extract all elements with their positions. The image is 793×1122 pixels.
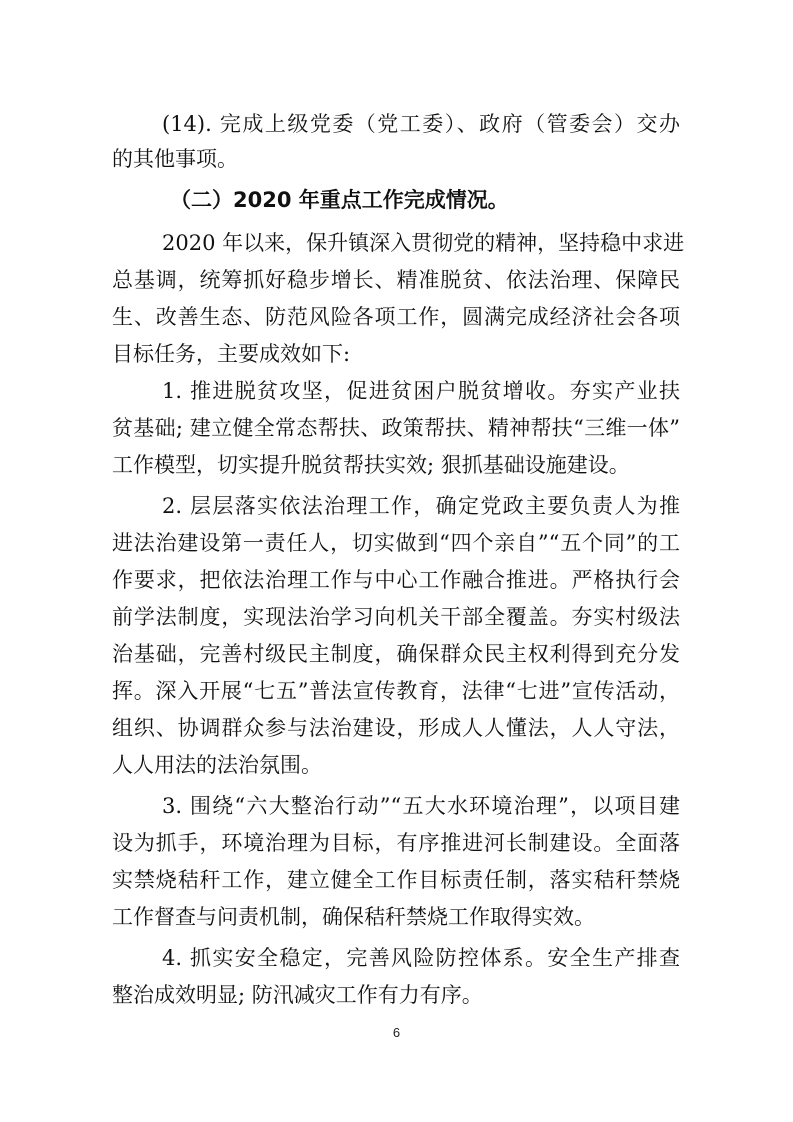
text-line: 3. 围绕“六大整治行动”“五大水环境治理”，以项目建 [162,794,680,818]
text-line: 4. 抓实安全稳定，完善风险防控体系。安全生产排查 [162,946,680,970]
text-line: 挥。深入开展“七五”普法宣传教育，法律“七进”宣传活动， [112,679,680,703]
text-line: 目标任务，主要成效如下: [112,342,351,366]
text-line: 贫基础; 建立健全常态帮扶、政策帮扶、精神帮扶“三维一体” [112,416,680,440]
text-line: 2020 年以来，保升镇深入贯彻党的精神，坚持稳中求进 [162,231,685,255]
text-line: 总基调，统筹抓好稳步增长、精准脱贫、依法治理、保障民 [112,268,680,292]
text-line: 进法治建设第一责任人，切实做到“四个亲自”“五个同”的工 [112,531,680,555]
text-line: 生、改善生态、防范风险各项工作，圆满完成经济社会各项 [112,305,680,329]
section-heading: （二）2020 年重点工作完成情况。 [170,188,509,212]
text-line: (14). 完成上级党委（党工委）、政府（管委会）交办 [162,112,680,136]
text-line: 组织、协调群众参与法治建设，形成人人懂法，人人守法， [112,716,680,740]
text-line: 工作督查与问责机制，确保秸秆禁烧工作取得实效。 [112,905,595,929]
text-line: 设为抓手，环境治理为目标，有序推进河长制建设。全面落 [112,831,680,855]
text-line: 的其他事项。 [112,147,238,171]
text-line: 治基础，完善村级民主制度，确保群众民主权利得到充分发 [112,642,680,666]
text-line: 作要求，把依法治理工作与中心工作融合推进。严格执行会 [112,568,680,592]
text-line: 人人用法的法治氛围。 [112,753,322,777]
text-line: 1. 推进脱贫攻坚，促进贫困户脱贫增收。夯实产业扶 [162,379,680,403]
text-line: 工作模型，切实提升脱贫帮扶实效; 狠抓基础设施建设。 [112,453,630,477]
text-line: 整治成效明显; 防汛减灾工作有力有序。 [112,983,483,1007]
text-line: 实禁烧秸秆工作，建立健全工作目标责任制，落实秸秆禁烧 [112,868,680,892]
text-line: 2. 层层落实依法治理工作，确定党政主要负责人为推 [162,494,680,518]
text-line: 前学法制度，实现法治学习向机关干部全覆盖。夯实村级法 [112,605,680,629]
page-number: 6 [392,1025,401,1040]
